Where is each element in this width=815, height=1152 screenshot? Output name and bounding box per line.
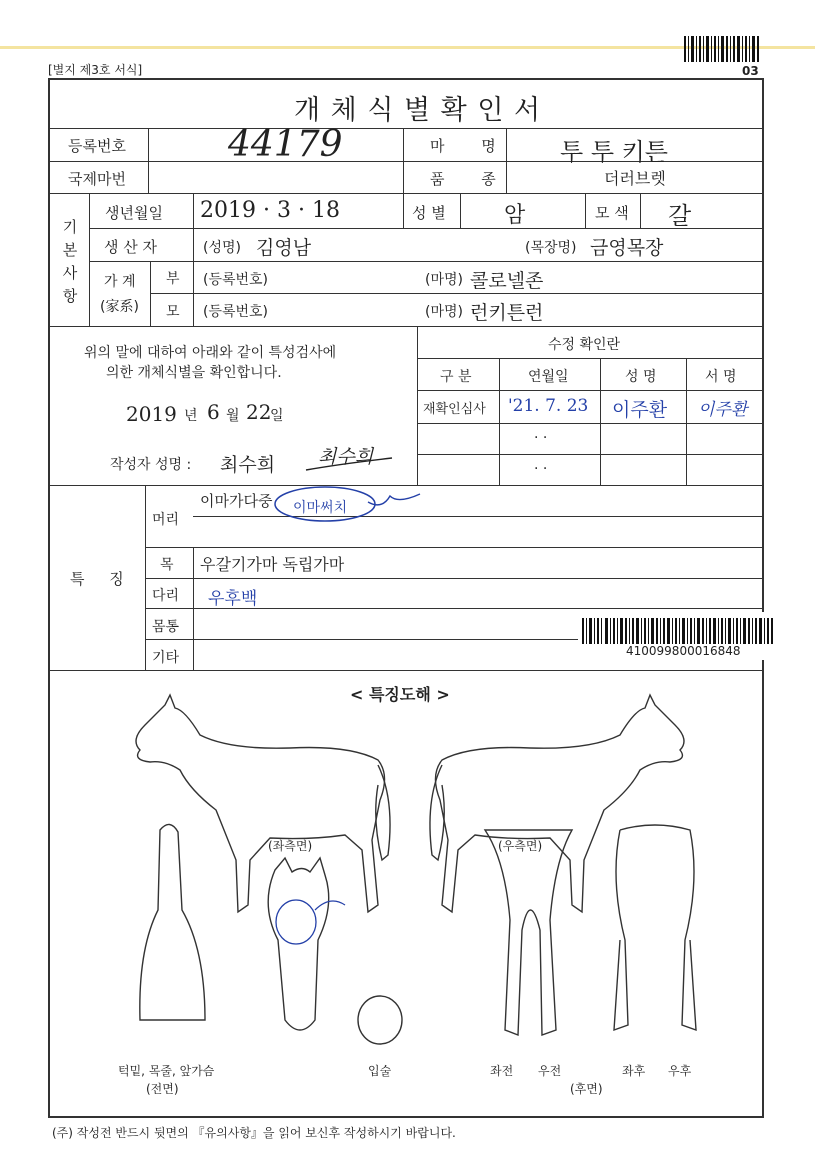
front-label-1: 턱밑, 목줄, 앞가슴 [118, 1064, 215, 1078]
reg-no-value: 44179 [228, 124, 343, 165]
breed-value: 더러브렛 [604, 169, 666, 188]
lips-label: 입술 [368, 1064, 392, 1078]
legs-label: 다리 [152, 588, 180, 604]
confirm-year-unit: 년 [184, 408, 198, 424]
revision-row3-date: · · [534, 461, 548, 477]
horse-name-value: 투 투 키튼 [560, 138, 668, 166]
front-label-2: (전면) [146, 1082, 179, 1096]
revision-title: 수정 확인란 [548, 337, 621, 353]
revision-row1-category: 재확인심사 [423, 402, 486, 417]
sex-label: 성 별 [412, 204, 446, 222]
horse-name-label: 마 명 [430, 137, 512, 155]
pedigree-hanja: (家系) [100, 299, 139, 315]
body-label: 몸통 [152, 619, 180, 635]
right-rear-label: 우후 [668, 1064, 692, 1078]
right-front-label: 우전 [538, 1064, 562, 1078]
revision-row1-date: '21. 7. 23 [508, 396, 589, 416]
head-label: 머리 [152, 512, 180, 528]
confirm-day: 22 [246, 400, 272, 424]
confirm-line-2: 의한 개체식별을 확인합니다. [106, 365, 282, 381]
left-horse-outline [136, 695, 385, 912]
revision-col-date: 연월일 [528, 369, 569, 385]
sex-value: 암 [504, 203, 526, 228]
horse-diagram [110, 690, 710, 1070]
confirm-month-unit: 월 [226, 408, 240, 424]
color-label: 모 색 [595, 204, 629, 222]
confirm-year: 2019 [126, 402, 177, 426]
revision-row1-name: 이주환 [612, 399, 668, 421]
signature-stroke [300, 440, 400, 480]
birth-value: 2019 · 3 · 18 [200, 198, 340, 223]
right-side-label: (우측면) [498, 839, 543, 853]
revision-col-name: 성 명 [625, 369, 657, 385]
left-front-label: 좌전 [490, 1064, 514, 1078]
dam-label: 모 [166, 304, 180, 320]
sire-reg-label: (등록번호) [203, 272, 269, 288]
right-horse-outline [435, 695, 684, 912]
rear-view-outline [614, 825, 696, 1030]
pedigree-label: 가 계 [104, 274, 136, 290]
producer-name-label: (성명) [203, 240, 241, 256]
author-label: 작성자 성명 : [110, 457, 192, 473]
neck-label: 목 [160, 557, 174, 573]
features-section-label: 특 징 [70, 570, 124, 588]
head-value-circle [270, 482, 430, 526]
head-value-1: 이마가다중 [200, 492, 273, 510]
producer-name-value: 김영남 [256, 237, 312, 259]
footer-note: (주) 작성전 반드시 뒷면의 『유의사항』을 읽어 보신후 작성하시기 바랍니다. [52, 1126, 456, 1140]
document-title: 개 체 식 별 확 인 서 [294, 95, 542, 126]
revision-row1-sign: 이주환 [698, 400, 748, 420]
revision-col-category: 구 분 [440, 369, 472, 385]
neck-value: 우갈기가마 독립가마 [200, 555, 345, 574]
front-legs-outline [485, 830, 572, 1035]
farm-label: (목장명) [525, 240, 577, 256]
revision-row2-date: · · [534, 430, 548, 446]
form-label: [별지 제3호 서식] [48, 63, 143, 77]
sire-name-label: (마명) [425, 272, 463, 288]
legs-value: 우후백 [208, 589, 258, 609]
birth-label: 생년월일 [105, 204, 163, 222]
dam-reg-label: (등록번호) [203, 304, 269, 320]
intl-no-label: 국제마번 [68, 170, 126, 188]
farm-value: 금영목장 [590, 237, 664, 259]
other-label: 기타 [152, 650, 180, 666]
dam-name-value: 런키튼런 [470, 302, 544, 324]
producer-label: 생 산 자 [104, 238, 158, 256]
confirm-month: 6 [207, 400, 220, 424]
breed-label: 품 종 [430, 170, 512, 188]
left-side-label: (좌측면) [268, 839, 313, 853]
diagram-title: < 특징도해 > [350, 685, 450, 704]
dam-name-label: (마명) [425, 304, 463, 320]
barcode-bars [582, 618, 774, 644]
head-value-2: 이마써치 [293, 500, 348, 516]
color-value: 갈 [668, 202, 692, 230]
author-name: 최수희 [220, 454, 276, 476]
rear-label: (후면) [570, 1082, 603, 1096]
front-chest-outline [140, 824, 205, 1020]
top-barcode [684, 36, 760, 62]
confirm-day-unit: 일 [270, 408, 284, 424]
barcode-number: 410099800016848 [626, 644, 741, 658]
page-code: 03 [742, 64, 759, 78]
basic-section-label: 기 본 사 항 [62, 218, 78, 305]
sire-name-value: 콜로넬존 [470, 270, 544, 292]
barcode-sticker [578, 612, 778, 660]
confirm-line-1: 위의 말에 대하여 아래와 같이 특성검사에 [84, 345, 337, 361]
reg-no-label: 등록번호 [68, 137, 126, 155]
sire-label: 부 [166, 271, 180, 287]
lips-outline [358, 996, 402, 1044]
revision-col-sign: 서 명 [705, 369, 737, 385]
left-rear-label: 좌후 [622, 1064, 646, 1078]
author-signature: 최수희 [318, 446, 374, 468]
